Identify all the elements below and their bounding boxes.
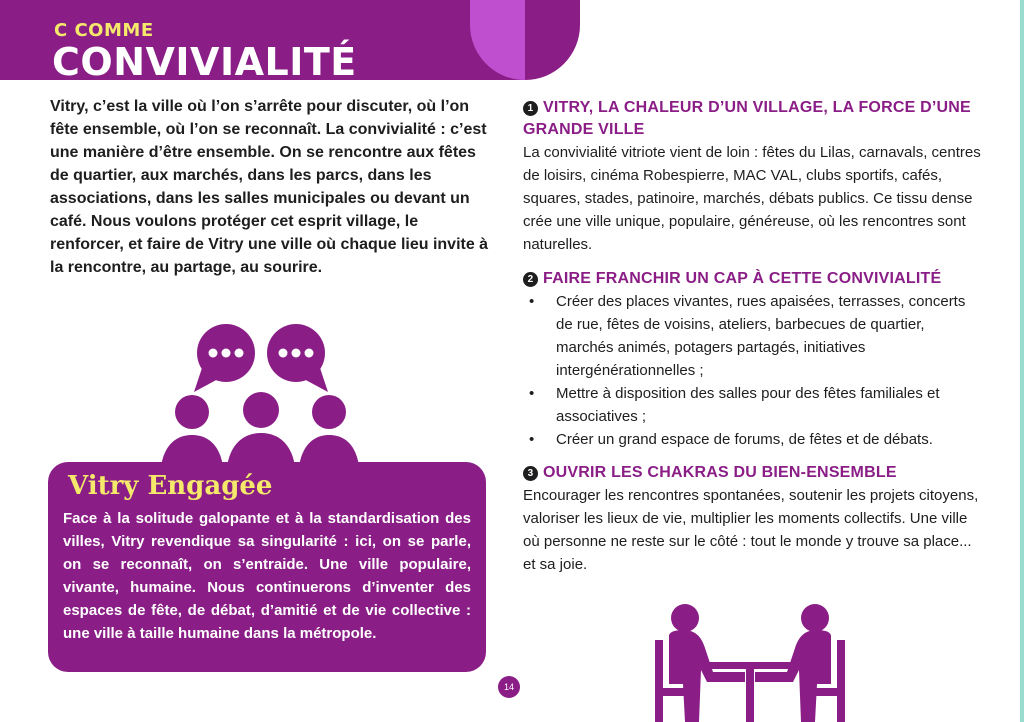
speech-bubble-icon [194,324,255,392]
section-2 [523,268,983,451]
people-at-table-icon [655,600,845,722]
section-1-title: VITRY, LA CHALEUR D’UN VILLAGE, LA FORCE D’UNE GRANDE VILLE [523,99,971,138]
callout-text: Face à la solitude galopante et à la standardisation des villes, Vitry revendique sa singularité : ici, on se parle, on se reconnaît, on s’entraide. Une ville populaire, vivante, humaine. Nous continuerons d’inventer des espaces de fête, de débat, d’amitié et de vie collective : une ville à taille humaine dans la métropole. [63,510,471,642]
people-group-icon [150,320,410,480]
section-3-body: Encourager les rencontres spontanées, soutenir les projets citoyens, valoriser les lieux de vie, multiplier les moments collectifs. Une ville où personne ne reste sur le côté : tout le monde y trouve sa place... et sa joie. [523,487,979,573]
section-number-badge: 1 [523,101,538,116]
chapter-kicker: C COMME [54,20,154,41]
intro-paragraph: Vitry, c’est la ville où l’on s’arrête pour discuter, où l’on fête ensemble, où l’on se reconnaît. La convivialité : c’est une manière d’être ensemble. On se rencontre aux fêtes de quartier, aux marchés, dans les parcs, dans les associations, dans les salles municipales ou devant un café. Nous voulons protéger cet esprit village, le renforcer, et faire de Vitry une ville où chaque lieu invite à la rencontre, au partage, au sourire. [50,98,489,276]
section-3 [523,462,983,576]
section-number-badge: 3 [523,466,538,481]
list-item: • Mettre à disposition des salles pour des fêtes familiales et associatives ; [523,382,983,428]
section-1-body: La convivialité vitriote vient de loin : fêtes du Lilas, carnavals, centres de loisirs, cinéma Robespierre, MAC VAL, clubs sportifs, cafés, squares, stades, patinoire, marchés, débats publics. Ce tissu dense crée une ville unique, populaire, généreuse, où les rencontres sont naturelles. [523,144,981,253]
section-1-heading [523,97,983,141]
section-2-heading [523,268,983,290]
section-3-title: OUVRIR LES CHAKRAS DU BIEN-ENSEMBLE [543,464,897,481]
list-item: • Créer des places vivantes, rues apaisées, terrasses, concerts de rue, fêtes de voisins, ateliers, barbecues de quartier, marchés animés, potagers partagés, initiatives intergénérationnelles ; [523,290,983,382]
callout-title: Vitry Engagée [68,471,273,501]
section-3-heading [523,462,983,484]
section-2-bullet-list [523,290,983,451]
page-title: CONVIVIALITÉ [52,40,357,84]
section-1 [523,97,983,256]
page-edge-strip [1020,0,1024,722]
page-number: 14 [498,676,520,698]
section-2-title: FAIRE FRANCHIR UN CAP À CETTE CONVIVIALITÉ [543,270,942,287]
section-number-badge: 2 [523,272,538,287]
list-item: • Créer un grand espace de forums, de fêtes et de débats. [523,428,983,451]
speech-bubble-icon [267,324,328,392]
header-decorative-circle [470,0,580,80]
